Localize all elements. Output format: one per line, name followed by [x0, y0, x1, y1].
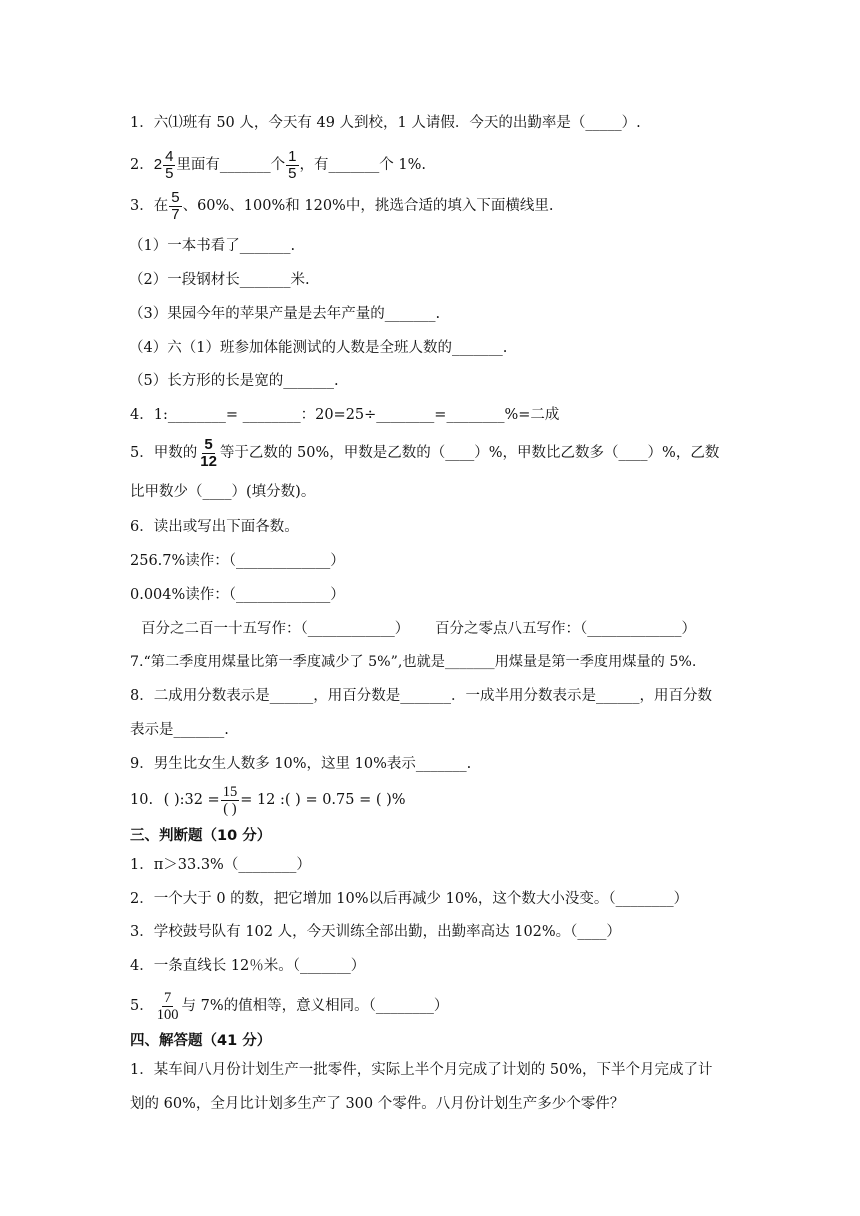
q3-item-1: （1）一本书看了_______.: [129, 238, 296, 254]
judge5-prefix: 5．: [130, 998, 154, 1014]
q2-mid: 里面有_______个: [176, 157, 286, 173]
question-9: 9．男生比女生人数多 10%，这里 10%表示_______.: [130, 756, 472, 772]
q10-num: 15: [222, 783, 238, 800]
judge5-tail: 与 7%的值相等，意义相同。（________）: [181, 998, 449, 1014]
q2-prefix: 2．: [130, 157, 154, 173]
q5-prefix: 5．甲数的: [130, 445, 198, 461]
q2-whole: 2: [153, 156, 163, 173]
question-4: 4．1:________= ________：20=25÷________=________%=二成: [130, 407, 560, 423]
question-6-title: 6．读出或写出下面各数。: [130, 519, 299, 535]
question-5-line-2: 比甲数少（____）(填分数)。: [130, 484, 316, 500]
question-8-line-2: 表示是_______.: [130, 722, 229, 738]
question-10: [130, 780, 406, 820]
section-4-heading: 四、解答题（41 分）: [130, 1033, 272, 1049]
q10-part-2: = 12 :( ) = 0.75 = ( )%: [240, 792, 406, 808]
q2-num2: 1: [288, 147, 297, 165]
answer-1-line-2: 划的 60%，全月比计划多生产了 300 个零件。八月份计划生产多少个零件？: [130, 1096, 625, 1112]
question-1: 1．六⑴班有 50 人，今天有 49 人到校，1 人请假．今天的出勤率是（_____）.: [130, 115, 641, 131]
q2-den1: 5: [165, 164, 174, 182]
judge-2: 2．一个大于 0 的数，把它增加 10%以后再减少 10%，这个数大小没变。（________）: [130, 891, 689, 907]
section-3-heading: 三、判断题（10 分）: [130, 828, 272, 844]
judge-3: 3．学校鼓号队有 102 人，今天训练全部出勤，出勤率高达 102%。（____）: [130, 924, 621, 940]
q2-num1: 4: [165, 147, 174, 165]
judge5-fraction: [155, 990, 181, 1023]
question-7: 7.“第二季度用煤量比第一季度减少了 5%”,也就是_______用煤量是第一季度用煤量的 5%.: [130, 654, 697, 670]
q5-num: 5: [204, 435, 213, 453]
q3-item-5: （5）长方形的长是宽的_______.: [129, 373, 339, 389]
judge-1: 1．π＞33.3%（________）: [130, 857, 311, 873]
q5-tail: 等于乙数的 50%，甲数是乙数的（____）%，甲数比乙数多（____）%，乙数: [219, 445, 720, 461]
answer-1-line-1: 1．某车间八月份计划生产一批零件，实际上半个月完成了计划的 50%，下半个月完成了计: [130, 1062, 713, 1078]
q3-tail: 、60%、100%和 120%中，挑选合适的填入下面横线里.: [182, 198, 554, 214]
q10-den: ( ): [223, 800, 237, 817]
q10-prefix: 10.: [130, 792, 154, 808]
q6-item-a: 256.7%读作：（_____________）: [130, 553, 345, 569]
q3-num: 5: [171, 188, 180, 206]
q6-item-b: 0.004%读作：（_____________）: [130, 587, 345, 603]
q3-fraction: [169, 190, 181, 223]
q5-den: 12: [200, 452, 217, 470]
judge5-num: 7: [163, 989, 172, 1006]
q5-fraction: [198, 437, 219, 470]
q10-part-1: ( ):32 =: [163, 792, 220, 808]
q2-fraction-1: [163, 149, 175, 182]
q10-fraction: [221, 784, 240, 817]
judge-5: [130, 986, 448, 1026]
q3-item-2: （2）一段钢材长_______米.: [129, 272, 310, 288]
q2-fraction-2: [286, 149, 298, 182]
question-8-line-1: 8．二成用分数表示是______，用百分数是_______．一成半用分数表示是______，用百分数: [130, 688, 712, 704]
question-5-line-1: [130, 436, 719, 470]
q2-den2: 5: [288, 164, 297, 182]
judge5-den: 100: [156, 1006, 179, 1023]
q6-item-c: 百分之二百一十五写作：（____________）: [141, 621, 410, 637]
q3-prefix: 3．在: [130, 198, 169, 214]
q6-item-d: 百分之零点八五写作：（_____________）: [435, 621, 696, 637]
q3-item-4: （4）六（1）班参加体能测试的人数是全班人数的_______.: [129, 340, 508, 356]
q3-den: 7: [171, 205, 180, 223]
question-2: [130, 148, 426, 182]
question-3: [130, 188, 553, 224]
q3-item-3: （3）果园今年的苹果产量是去年产量的_______.: [129, 306, 441, 322]
judge-4: 4．一条直线长 12％米。（_______）: [130, 958, 366, 974]
q2-tail: ，有_______个 1%.: [299, 157, 426, 173]
